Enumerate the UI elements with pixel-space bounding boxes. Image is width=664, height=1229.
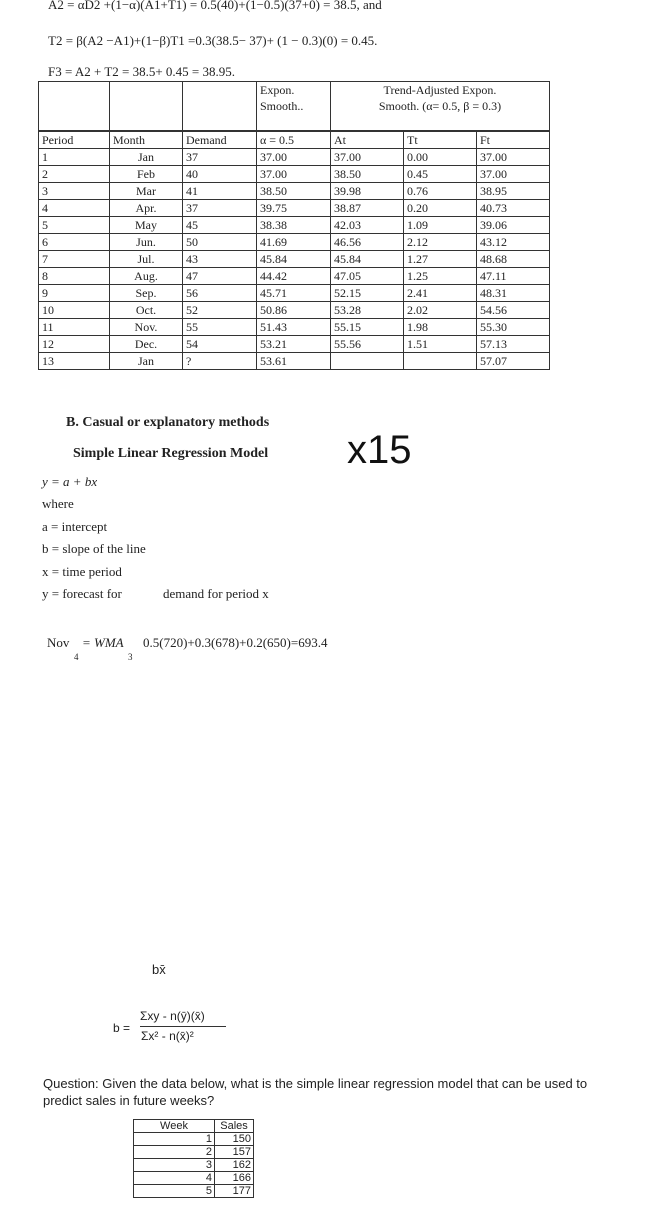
cell-month: Apr. — [110, 200, 183, 217]
cell-demand: 41 — [183, 183, 257, 200]
cell-at: 37.00 — [331, 149, 404, 166]
cell-alpha: 37.00 — [257, 166, 331, 183]
exponential-smoothing-table — [38, 81, 550, 370]
cell-at: 55.15 — [331, 319, 404, 336]
cell-alpha: 37.00 — [257, 149, 331, 166]
cell-ft: 38.95 — [477, 183, 550, 200]
table-row — [39, 336, 550, 353]
cell-month: Jul. — [110, 251, 183, 268]
question-line1: Question: Given the data below, what is the simple linear regression model that can be used to — [43, 1076, 588, 1091]
table-row — [39, 251, 550, 268]
cell-sales: 162 — [215, 1159, 254, 1172]
formula-t2: T2 = β(A2 −A1)+(1−β)T1 =0.3(38.5− 37)+ (1 − 0.3)(0) = 0.45. — [48, 33, 378, 48]
cell-ft: 57.07 — [477, 353, 550, 370]
wma-eq: = WMA — [82, 635, 124, 650]
cell-tt: 1.25 — [404, 268, 477, 285]
cell-alpha: 39.75 — [257, 200, 331, 217]
col-tt: Tt — [404, 131, 477, 149]
week-sales-table — [133, 1119, 254, 1198]
cell-demand: 37 — [183, 200, 257, 217]
cell-demand: ? — [183, 353, 257, 370]
trend-header-cell — [331, 82, 550, 132]
cell-ft: 54.56 — [477, 302, 550, 319]
cell-tt: 2.12 — [404, 234, 477, 251]
cell-alpha: 41.69 — [257, 234, 331, 251]
table2-body — [134, 1133, 254, 1198]
where-label: where — [42, 496, 74, 511]
cell-demand: 54 — [183, 336, 257, 353]
cell-ft: 48.68 — [477, 251, 550, 268]
wma-sub-wma: 3 — [128, 652, 133, 662]
cell-month: Oct. — [110, 302, 183, 319]
table-column-header — [39, 131, 550, 149]
cell-at: 55.56 — [331, 336, 404, 353]
wma-rhs: 0.5(720)+0.3(678)+0.2(650)=693.4 — [143, 635, 328, 650]
cell-alpha: 45.84 — [257, 251, 331, 268]
watermark-x15: x15 — [347, 428, 412, 472]
col-period: Period — [39, 131, 110, 149]
cell-period: 8 — [39, 268, 110, 285]
table-row — [39, 217, 550, 234]
table-row — [39, 166, 550, 183]
table-row — [134, 1146, 254, 1159]
cell-alpha: 51.43 — [257, 319, 331, 336]
table-row — [134, 1133, 254, 1146]
cell-month: Jun. — [110, 234, 183, 251]
cell-sales: 177 — [215, 1185, 254, 1198]
cell-demand: 43 — [183, 251, 257, 268]
cell-at: 42.03 — [331, 217, 404, 234]
table-row — [39, 268, 550, 285]
cell-ft: 39.06 — [477, 217, 550, 234]
cell-period: 6 — [39, 234, 110, 251]
def-time: x = time period — [42, 564, 122, 579]
cell-at: 38.50 — [331, 166, 404, 183]
cell-period: 3 — [39, 183, 110, 200]
cell-tt: 0.45 — [404, 166, 477, 183]
table-row — [39, 319, 550, 336]
table-row — [134, 1185, 254, 1198]
table-group-header — [39, 82, 550, 132]
cell-tt: 2.02 — [404, 302, 477, 319]
cell-demand: 56 — [183, 285, 257, 302]
cell-alpha: 53.61 — [257, 353, 331, 370]
cell-week: 4 — [134, 1172, 215, 1185]
cell-tt: 1.51 — [404, 336, 477, 353]
cell-period: 7 — [39, 251, 110, 268]
cell-month: Jan — [110, 149, 183, 166]
regression-equation: y = a + bx — [42, 474, 98, 489]
formula-f3: F3 = A2 + T2 = 38.5+ 0.45 = 38.95. — [48, 64, 236, 79]
cell-alpha: 38.38 — [257, 217, 331, 234]
slope-denominator: Σx² - n(x̄)² — [141, 1029, 194, 1043]
cell-ft: 55.30 — [477, 319, 550, 336]
cell-at: 47.05 — [331, 268, 404, 285]
cell-period: 12 — [39, 336, 110, 353]
cell-ft: 37.00 — [477, 166, 550, 183]
cell-tt — [404, 353, 477, 370]
cell-month: Jan — [110, 353, 183, 370]
cell-at: 38.87 — [331, 200, 404, 217]
expon-header-line2: Smooth.. — [260, 99, 304, 113]
table-row — [39, 234, 550, 251]
col-at: At — [331, 131, 404, 149]
cell-tt: 1.98 — [404, 319, 477, 336]
cell-demand: 40 — [183, 166, 257, 183]
fraction-bar — [140, 1026, 226, 1027]
cell-period: 1 — [39, 149, 110, 166]
cell-month: Feb — [110, 166, 183, 183]
cell-sales: 166 — [215, 1172, 254, 1185]
section-heading: B. Casual or explanatory methods — [66, 415, 270, 430]
table2-header — [134, 1120, 254, 1133]
slope-numerator: Σxy - n(ȳ)(x̄) — [140, 1009, 205, 1023]
col-sales: Sales — [215, 1120, 254, 1133]
cell-at: 46.56 — [331, 234, 404, 251]
cell-alpha: 50.86 — [257, 302, 331, 319]
table-row — [134, 1172, 254, 1185]
cell-period: 4 — [39, 200, 110, 217]
section-subheading: Simple Linear Regression Model — [73, 446, 269, 461]
def-demand-for: demand for period x — [163, 586, 269, 601]
def-forecast: y = forecast for — [42, 586, 122, 601]
bx-bar: bx̄ — [152, 962, 166, 977]
col-demand: Demand — [183, 131, 257, 149]
col-ft: Ft — [477, 131, 550, 149]
cell-alpha: 53.21 — [257, 336, 331, 353]
cell-demand: 55 — [183, 319, 257, 336]
cell-alpha: 44.42 — [257, 268, 331, 285]
cell-period: 10 — [39, 302, 110, 319]
table-row — [134, 1159, 254, 1172]
cell-ft: 47.11 — [477, 268, 550, 285]
cell-at: 45.84 — [331, 251, 404, 268]
question-line2: predict sales in future weeks? — [43, 1093, 215, 1108]
cell-at: 52.15 — [331, 285, 404, 302]
cell-week: 1 — [134, 1133, 215, 1146]
expon-header-line1: Expon. — [260, 83, 295, 97]
table-row — [39, 353, 550, 370]
cell-ft: 57.13 — [477, 336, 550, 353]
cell-month: Aug. — [110, 268, 183, 285]
cell-period: 9 — [39, 285, 110, 302]
wma-lhs: Nov — [47, 635, 70, 650]
cell-week: 5 — [134, 1185, 215, 1198]
table-row — [39, 285, 550, 302]
col-month: Month — [110, 131, 183, 149]
cell-alpha: 45.71 — [257, 285, 331, 302]
cell-demand: 45 — [183, 217, 257, 234]
cell-tt: 0.76 — [404, 183, 477, 200]
cell-period: 13 — [39, 353, 110, 370]
cell-tt: 2.41 — [404, 285, 477, 302]
cell-period: 5 — [39, 217, 110, 234]
table-row — [39, 149, 550, 166]
table-body — [39, 149, 550, 370]
cell-ft: 37.00 — [477, 149, 550, 166]
cell-tt: 1.27 — [404, 251, 477, 268]
cell-week: 3 — [134, 1159, 215, 1172]
trend-header-line1: Trend-Adjusted Expon. — [383, 83, 497, 97]
cell-demand: 47 — [183, 268, 257, 285]
wma-sub-lhs: 4 — [74, 652, 79, 662]
cell-ft: 40.73 — [477, 200, 550, 217]
cell-month: Nov. — [110, 319, 183, 336]
table-row — [39, 183, 550, 200]
cell-week: 2 — [134, 1146, 215, 1159]
cell-month: Sep. — [110, 285, 183, 302]
cell-demand: 52 — [183, 302, 257, 319]
slope-b-eq: b = — [113, 1021, 131, 1035]
cell-at: 39.98 — [331, 183, 404, 200]
col-alpha: α = 0.5 — [257, 131, 331, 149]
cell-at: 53.28 — [331, 302, 404, 319]
def-intercept: a = intercept — [42, 519, 108, 534]
trend-header-line2: Smooth. (α= 0.5, β = 0.3) — [378, 99, 502, 113]
cell-demand: 37 — [183, 149, 257, 166]
cell-month: Dec. — [110, 336, 183, 353]
table-row — [39, 302, 550, 319]
cell-alpha: 38.50 — [257, 183, 331, 200]
cell-month: May — [110, 217, 183, 234]
cell-month: Mar — [110, 183, 183, 200]
cell-sales: 150 — [215, 1133, 254, 1146]
cell-at — [331, 353, 404, 370]
cell-ft: 48.31 — [477, 285, 550, 302]
cell-sales: 157 — [215, 1146, 254, 1159]
expon-header-cell — [257, 82, 331, 132]
cell-demand: 50 — [183, 234, 257, 251]
col-week: Week — [134, 1120, 215, 1133]
cell-period: 2 — [39, 166, 110, 183]
cell-tt: 0.20 — [404, 200, 477, 217]
def-slope: b = slope of the line — [42, 541, 146, 556]
table-row — [39, 200, 550, 217]
cell-tt: 1.09 — [404, 217, 477, 234]
cell-period: 11 — [39, 319, 110, 336]
formula-a2: A2 = αD2 +(1−α)(A1+T1) = 0.5(40)+(1−0.5)(37+0) = 38.5, and — [48, 0, 382, 12]
cell-tt: 0.00 — [404, 149, 477, 166]
cell-ft: 43.12 — [477, 234, 550, 251]
